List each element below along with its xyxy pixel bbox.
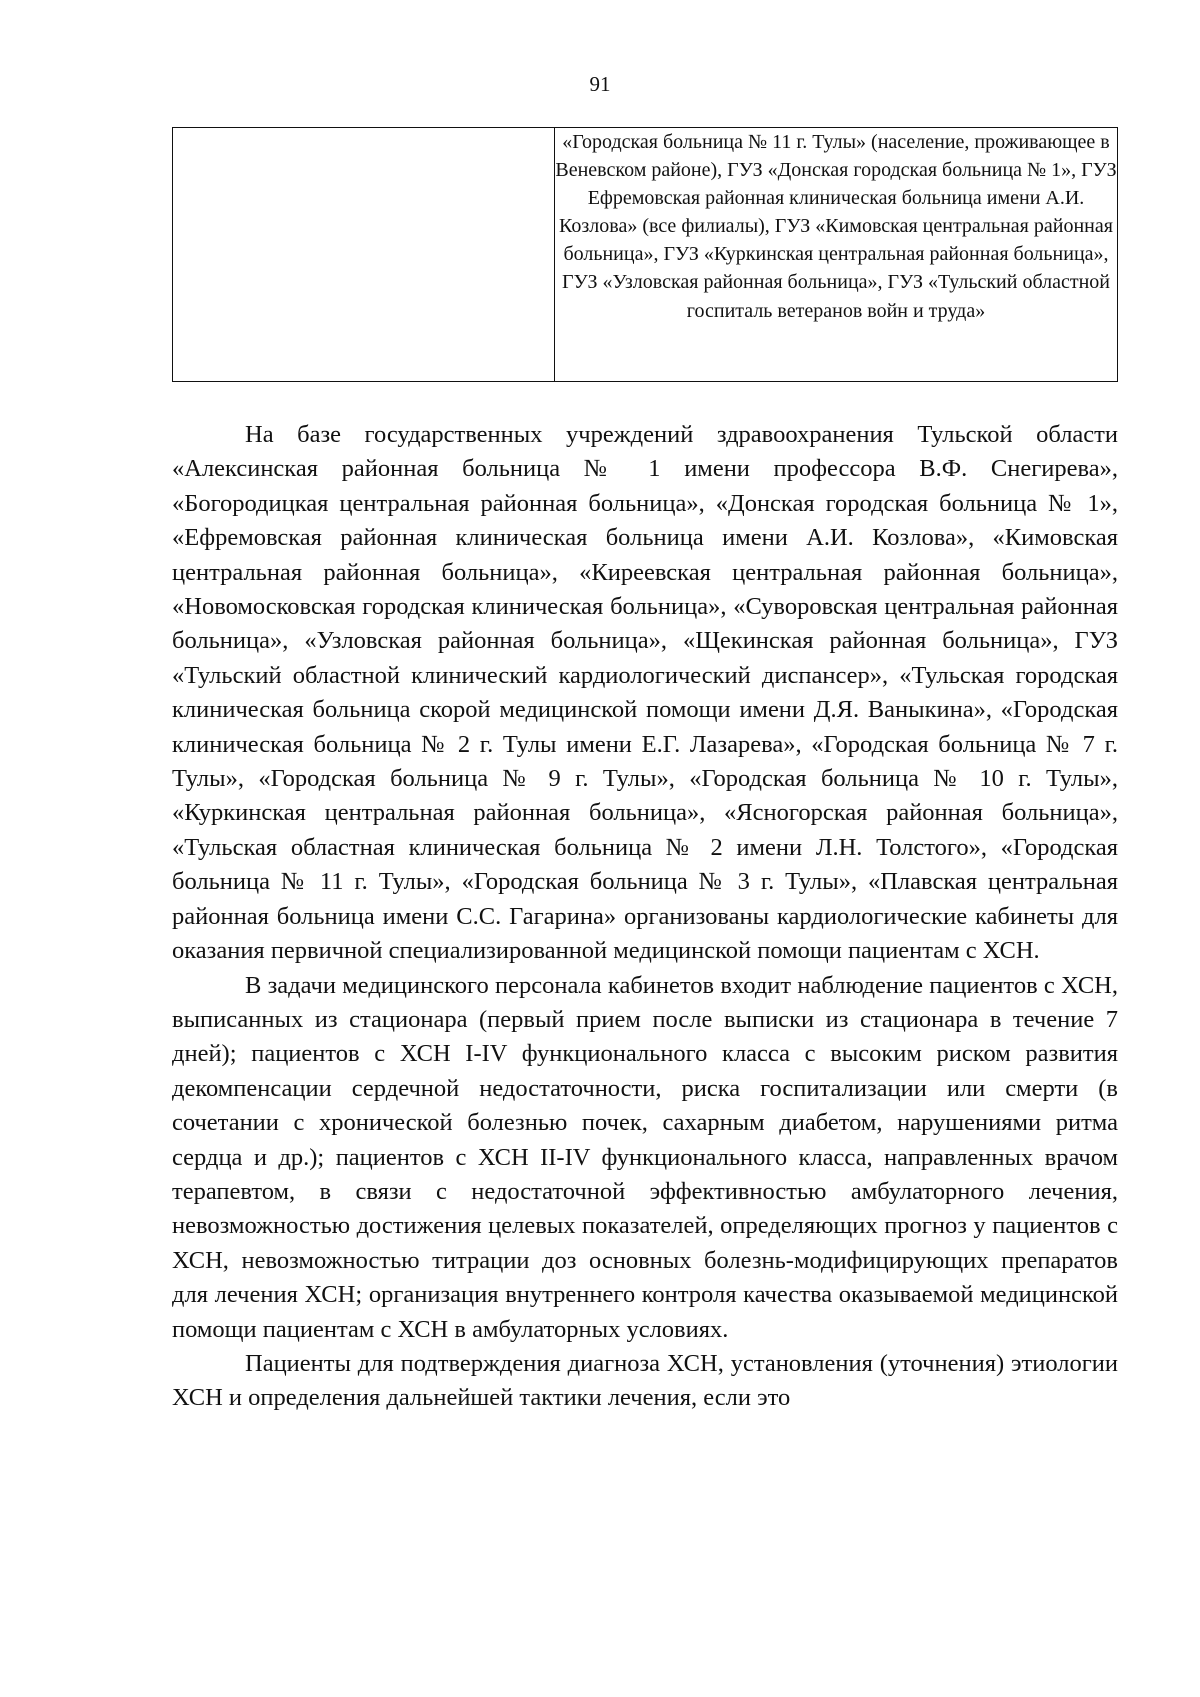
table-cell-right: «Городская больница № 11 г. Тулы» (население, проживающее в Веневском районе), ГУЗ «Донская городская больница № 1», ГУЗ Ефремовская районная клиническая больница имени А.И. Козлова» (все филиалы), ГУЗ «Кимовская центральная районная больница», ГУЗ «Куркинская центральная районная больница», ГУЗ «Узловская районная больница», ГУЗ «Тульский областной госпиталь ветеранов войн и труда» (555, 128, 1118, 382)
continuation-table (172, 127, 1118, 382)
body-text (172, 418, 1118, 1416)
paragraph: В задачи медицинского персонала кабинетов входит наблюдение пациентов с ХСН, выписанных из стационара (первый прием после выписки из стационара в течение 7 дней); пациентов с ХСН I-IV функционального класса с высоким риском развития декомпенсации сердечной недостаточности, риска госпитализации или смерти (в сочетании с хронической болезнью почек, сахарным диабетом, нарушениями ритма сердца и др.); пациентов с ХСН II-IV функционального класса, направленных врачом терапевтом, в связи с недостаточной эффективностью амбулаторного лечения, невозможностью достижения целевых показателей, определяющих прогноз у пациентов с ХСН, невозможностью титрации доз основных болезнь-модифицирующих препаратов для лечения ХСН; организация внутреннего контроля качества оказываемой медицинской помощи пациентам с ХСН в амбулаторных условиях. (172, 971, 1118, 1343)
paragraph: Пациенты для подтверждения диагноза ХСН, установления (уточнения) этиологии ХСН и определения дальнейшей тактики лечения, если это (172, 1349, 1118, 1412)
paragraph: На базе государственных учреждений здравоохранения Тульской области «Алексинская районная больница № 1 имени профессора В.Ф. Снегирева», «Богородицкая центральная районная больница», «Донская городская больница № 1», «Ефремовская районная клиническая больница имени А.И. Козлова», «Кимовская центральная районная больница», «Киреевская центральная районная больница», «Новомосковская городская клиническая больница», «Суворовская центральная районная больница», «Узловская районная больница», «Щекинская районная больница», ГУЗ «Тульский областной клинический кардиологический диспансер», «Тульская городская клиническая больница скорой медицинской помощи имени Д.Я. Ваныкина», «Городская клиническая больница № 2 г. Тулы имени Е.Г. Лазарева», «Городская больница № 7 г. Тулы», «Городская больница № 9 г. Тулы», «Городская больница № 10 г. Тулы», «Куркинская центральная районная больница», «Ясногорская районная больница», «Тульская областная клиническая больница № 2 имени Л.Н. Толстого», «Городская больница № 11 г. Тулы», «Городская больница № 3 г. Тулы», «Плавская центральная районная больница имени С.С. Гагарина» организованы кардиологические кабинеты для оказания первичной специализированной медицинской помощи пациентам с ХСН. (172, 421, 1118, 965)
table-cell-left (173, 128, 555, 382)
table-row (173, 128, 1118, 382)
page-number: 91 (589, 72, 611, 96)
